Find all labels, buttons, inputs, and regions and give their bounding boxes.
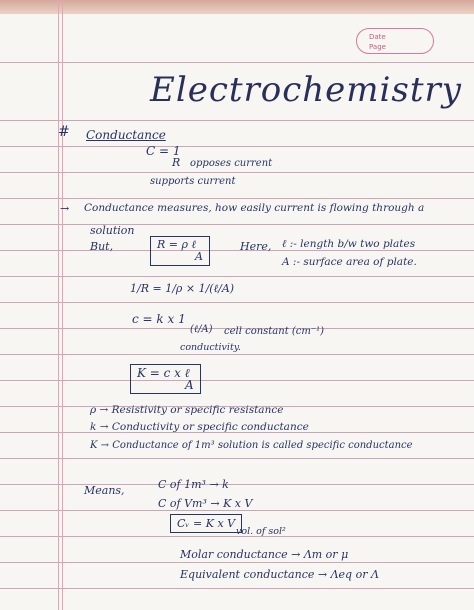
- ruled-line: [0, 354, 474, 355]
- margin-line: [62, 0, 63, 610]
- equivalent-conductance-text: Equivalent conductance → Λeq or Λ: [180, 568, 379, 581]
- supports-text: supports current: [150, 176, 236, 187]
- means-label: Means,: [84, 484, 125, 497]
- specific-conductance-formula: K = c x ℓ: [137, 366, 190, 380]
- inverse-formula: 1/R = 1/ρ × 1/(ℓ/A): [130, 282, 235, 295]
- ruled-line: [0, 62, 474, 63]
- section-bullet: #: [58, 124, 70, 140]
- resistance-denominator: A: [195, 250, 203, 263]
- ruled-line: [0, 484, 474, 485]
- specific-conductance-denominator: A: [185, 378, 194, 392]
- c-of-1m3: C of 1m³ → k: [158, 478, 229, 491]
- measure-line-2: solution: [90, 224, 135, 237]
- formula-r: R: [172, 156, 181, 169]
- volume-text: vol. of sol²: [236, 526, 286, 537]
- specific-conductance-box: [130, 364, 201, 394]
- length-definition: ℓ :- length b/w two plates: [282, 238, 416, 250]
- margin-line: [58, 0, 59, 610]
- cv-box: Cᵥ = K x V: [170, 514, 242, 533]
- c-of-vm3: C of Vm³ → K x V: [158, 497, 253, 510]
- measure-line-1: Conductance measures, how easily current is flowing through a: [84, 202, 425, 214]
- page-top-band: [0, 0, 474, 14]
- ruled-line: [0, 146, 474, 147]
- arrow-bullet: →: [60, 202, 70, 215]
- conductivity-text: conductivity.: [180, 342, 241, 353]
- date-page-box: [356, 28, 434, 54]
- cell-constant-text: cell constant (cm⁻¹): [224, 326, 325, 337]
- ruled-line: [0, 302, 474, 303]
- conductivity-definition: k → Conductivity or specific conductance: [90, 421, 309, 433]
- opposes-text: opposes current: [190, 158, 273, 169]
- but-label: But,: [90, 240, 114, 253]
- date-label: Date: [369, 33, 386, 41]
- resistivity-definition: ρ → Resistivity or specific resistance: [90, 404, 284, 416]
- section-heading: Conductance: [86, 128, 166, 142]
- page-label: Page: [369, 43, 386, 51]
- ruled-line: [0, 198, 474, 199]
- ruled-line: [0, 276, 474, 277]
- ruled-line: [0, 380, 474, 381]
- specific-conductance-definition: K → Conductance of 1m³ solution is called specific conductance: [90, 440, 413, 451]
- ruled-line: [0, 588, 474, 589]
- ruled-line: [0, 250, 474, 251]
- l-over-a: (ℓ/A): [190, 324, 213, 335]
- resistance-formula-box: [150, 236, 210, 266]
- molar-conductance-text: Molar conductance → Λm or μ: [180, 548, 349, 561]
- ruled-line: [0, 562, 474, 563]
- formula-c: C = 1: [146, 144, 181, 158]
- resistance-formula: R = ρ ℓ: [157, 238, 197, 251]
- page-title: Electrochemistry: [150, 70, 462, 110]
- area-definition: A :- surface area of plate.: [282, 256, 417, 268]
- here-label: Here,: [240, 240, 272, 253]
- conductance-formula: c = k x 1: [132, 312, 186, 326]
- ruled-line: [0, 510, 474, 511]
- ruled-line: [0, 172, 474, 173]
- ruled-line: [0, 224, 474, 225]
- ruled-line: [0, 120, 474, 121]
- ruled-line: [0, 458, 474, 459]
